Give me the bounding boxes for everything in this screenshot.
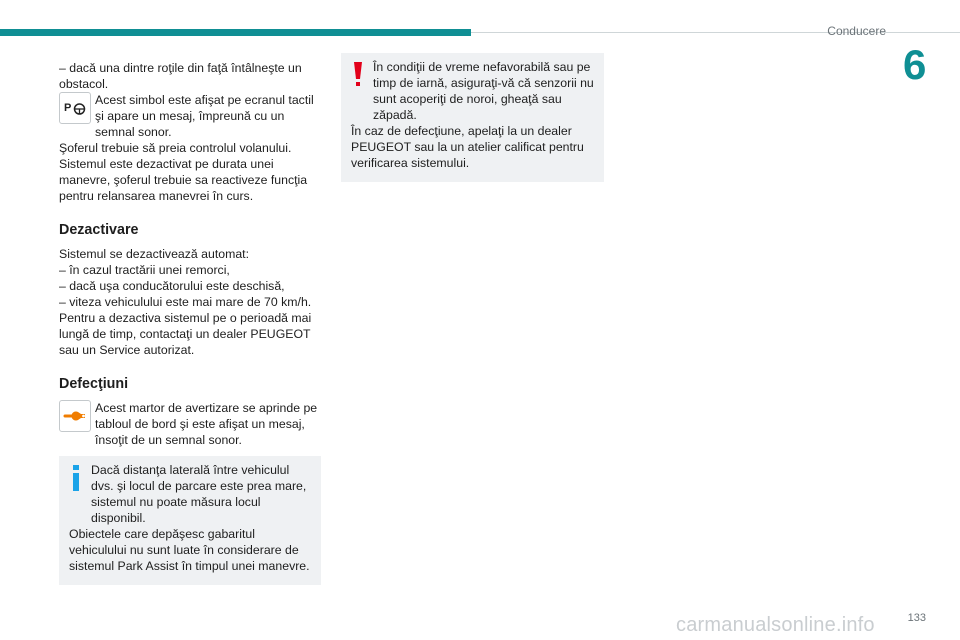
warning-note-text-2: În caz de defecţiune, apelaţi la un dealer PEUGEOT sau la un atelier calificat pentru verificarea sistemului. (351, 124, 584, 170)
park-assist-symbol-block (59, 92, 321, 140)
svg-text:P: P (64, 102, 72, 114)
deactivation-closing: Pentru a dezactiva sistemul pe o perioadă mai lungă de timp, contactaţi un dealer PEUGEOT sau un Service autorizat. (59, 311, 312, 357)
info-note-text: Dacă distanţa laterală între vehiculul dvs. şi locul de parcare este prea mare, sistemul nu poate măsura locul disponibil. (91, 463, 307, 525)
park-icon-text: Acest simbol este afişat pe ecranul tactil şi apare un mesaj, împreună cu un semnal sonor. (95, 93, 314, 139)
page-number: 133 (907, 612, 926, 624)
driver-paragraph: Şoferul trebuie să preia controlul volanului. (59, 141, 292, 155)
warning-note-text: În condiţii de vreme nefavorabilă sau pe timp de iarnă, asiguraţi-vă că senzorii nu sunt acoperiţi de noroi, gheaţă sau zăpadă. (373, 60, 594, 122)
warning-icon (351, 59, 369, 123)
deactivation-line: – viteza vehiculului este mai mare de 70 km/h. (59, 295, 312, 309)
fault-icon-text: Acest martor de avertizare se aprinde pe tabloul de bord şi este afişat un mesaj, însoţit de un semnal sonor. (95, 401, 318, 447)
header-accent-bar (0, 29, 471, 36)
park-steering-icon (59, 92, 91, 124)
warning-note-box (341, 53, 604, 182)
right-column (341, 53, 604, 182)
header-rule (471, 32, 960, 33)
info-note-box (59, 456, 321, 585)
disabled-paragraph: Sistemul este dezactivat pe durata unei manevre, şoferul trebuie sa reactiveze funcţia pentru relansarea manevrei în curs. (59, 157, 308, 203)
faults-heading: Defecţiuni (59, 376, 129, 392)
wrench-warning-icon (59, 400, 91, 432)
fault-symbol-block (59, 400, 321, 448)
info-icon (69, 462, 87, 526)
deactivation-line: – dacă uşa conducătorului este deschisă, (59, 279, 285, 293)
info-note-text-2: Obiectele care depăşesc gabaritul vehiculului nu sunt luate în considerare de sistemul Park Assist în timpul unei manevre. (69, 527, 310, 573)
chapter-number: 6 (903, 41, 927, 88)
deactivation-line: Sistemul se dezactivează automat: (59, 247, 250, 261)
deactivation-line: – în cazul tractării unei remorci, (59, 263, 230, 277)
watermark: carmanualsonline.info (676, 614, 875, 636)
section-title: Conducere (827, 24, 886, 38)
deactivation-heading: Dezactivare (59, 222, 139, 238)
left-column (59, 60, 321, 585)
intro-line: – dacă una dintre roţile din faţă întâlneşte un obstacol. (59, 61, 302, 91)
